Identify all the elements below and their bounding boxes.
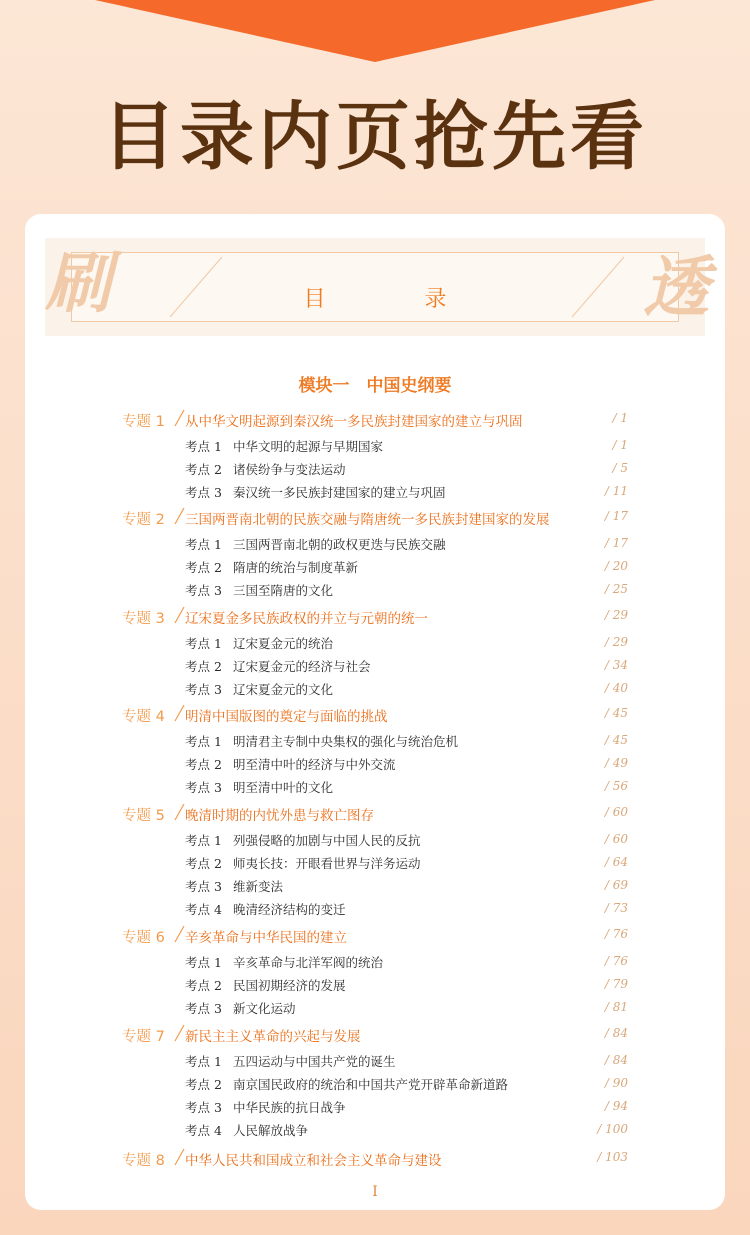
item-title: 秦汉统一多民族封建国家的建立与巩固: [233, 485, 446, 500]
item-title: 隋唐的统治与制度革新: [233, 560, 359, 575]
slash-separator-icon: [173, 507, 185, 525]
topic-page-number: / 1: [612, 411, 628, 425]
toc-card: [25, 214, 725, 1210]
topic-title: 三国两晋南北朝的民族交融与隋唐统一多民族封建国家的发展: [185, 512, 550, 528]
item-title: 三国两晋南北朝的政权更迭与民族交融: [233, 537, 446, 552]
item-number: 考点 2: [185, 659, 222, 674]
topic-page-number: / 29: [604, 608, 628, 622]
toc-item-row[interactable]: [25, 1075, 725, 1095]
toc-item-row[interactable]: [25, 831, 725, 851]
topic-number: 专题 3: [122, 611, 165, 627]
item-number: 考点 4: [185, 1123, 222, 1138]
item-page-number: / 49: [604, 756, 628, 770]
slash-separator-icon: [173, 925, 185, 943]
topic-page-number: / 76: [604, 927, 628, 941]
item-title: 中华民族的抗日战争: [233, 1100, 346, 1115]
item-number: 考点 1: [185, 734, 222, 749]
topic-number: 专题 1: [122, 414, 165, 430]
item-title: 维新变法: [233, 879, 284, 894]
item-number: 考点 3: [185, 1001, 222, 1016]
item-number: 考点 1: [185, 439, 222, 454]
toc-item-row[interactable]: [25, 1098, 725, 1118]
toc-item-row[interactable]: [25, 1121, 725, 1141]
item-title: 人民解放战争: [233, 1123, 309, 1138]
toc-item-row[interactable]: [25, 535, 725, 555]
topic-title: 明清中国版图的奠定与面临的挑战: [185, 709, 388, 725]
topic-page-number: / 103: [597, 1150, 628, 1164]
item-title: 师夷长技：开眼看世界与洋务运动: [233, 856, 421, 871]
item-page-number: / 69: [604, 878, 628, 892]
item-number: 考点 1: [185, 955, 222, 970]
item-title: 辽宋夏金元的经济与社会: [233, 659, 371, 674]
toc-topic-row[interactable]: [25, 705, 725, 725]
slash-separator-icon: [173, 803, 185, 821]
toc-item-row[interactable]: [25, 634, 725, 654]
slash-separator-icon: [173, 1024, 185, 1042]
toc-item-row[interactable]: [25, 483, 725, 503]
toc-header: [45, 238, 709, 336]
item-title: 明至清中叶的经济与中外交流: [233, 757, 396, 772]
toc-topic-row[interactable]: [25, 804, 725, 824]
item-page-number: / 1: [612, 438, 628, 452]
item-number: 考点 3: [185, 682, 222, 697]
toc-item-row[interactable]: [25, 437, 725, 457]
item-title: 民国初期经济的发展: [233, 978, 346, 993]
item-number: 考点 1: [185, 636, 222, 651]
toc-item-row[interactable]: [25, 581, 725, 601]
toc-item-row[interactable]: [25, 976, 725, 996]
topic-number: 专题 5: [122, 808, 165, 824]
item-page-number: / 84: [604, 1053, 628, 1067]
item-title: 诸侯纷争与变法运动: [233, 462, 346, 477]
item-page-number: / 81: [604, 1000, 628, 1014]
slash-separator-icon: [173, 704, 185, 722]
item-page-number: / 94: [604, 1099, 628, 1113]
item-number: 考点 3: [185, 780, 222, 795]
slash-separator-icon: [173, 1148, 185, 1166]
item-page-number: / 45: [604, 733, 628, 747]
item-number: 考点 3: [185, 879, 222, 894]
topic-title: 辽宋夏金多民族政权的并立与元朝的统一: [185, 611, 428, 627]
item-number: 考点 2: [185, 462, 222, 477]
module-heading: 模块一 中国史纲要: [298, 376, 452, 396]
item-title: 列强侵略的加剧与中国人民的反抗: [233, 833, 421, 848]
item-number: 考点 2: [185, 560, 222, 575]
toc-topic-row[interactable]: [25, 926, 725, 946]
item-number: 考点 1: [185, 833, 222, 848]
toc-item-row[interactable]: [25, 999, 725, 1019]
item-number: 考点 1: [185, 1054, 222, 1069]
footer-page-number: I: [372, 1184, 378, 1200]
topic-page-number: / 45: [604, 706, 628, 720]
slash-separator-icon: [173, 409, 185, 427]
brush-calligraphy-left: 刷: [45, 244, 111, 322]
toc-item-row[interactable]: [25, 1052, 725, 1072]
item-page-number: / 100: [597, 1122, 628, 1136]
topic-number: 专题 2: [122, 512, 165, 528]
item-title: 辛亥革命与北洋军阀的统治: [233, 955, 384, 970]
brush-calligraphy-right: 透: [643, 248, 709, 326]
item-number: 考点 1: [185, 537, 222, 552]
item-title: 五四运动与中国共产党的诞生: [233, 1054, 396, 1069]
item-title: 晚清经济结构的变迁: [233, 902, 346, 917]
item-page-number: / 56: [604, 779, 628, 793]
top-banner: [95, 0, 655, 62]
topic-title: 从中华文明起源到秦汉统一多民族封建国家的建立与巩固: [185, 414, 523, 430]
item-page-number: / 20: [604, 559, 628, 573]
item-title: 三国至隋唐的文化: [233, 583, 334, 598]
page-headline: 目录内页抢先看: [102, 94, 648, 180]
toc-item-row[interactable]: [25, 680, 725, 700]
toc-item-row[interactable]: [25, 755, 725, 775]
item-number: 考点 2: [185, 856, 222, 871]
toc-topic-row[interactable]: [25, 1025, 725, 1045]
toc-topic-row[interactable]: [25, 1149, 725, 1169]
toc-topic-row[interactable]: [25, 508, 725, 528]
item-title: 南京国民政府的统治和中国共产党开辟革命新道路: [233, 1077, 509, 1092]
item-page-number: / 5: [612, 461, 628, 475]
item-title: 明清君主专制中央集权的强化与统治危机: [233, 734, 459, 749]
item-page-number: / 25: [604, 582, 628, 596]
item-number: 考点 3: [185, 1100, 222, 1115]
slash-separator-icon: [173, 606, 185, 624]
topic-number: 专题 4: [122, 709, 165, 725]
item-page-number: / 73: [604, 901, 628, 915]
item-page-number: / 76: [604, 954, 628, 968]
toc-topic-row[interactable]: [25, 607, 725, 627]
topic-number: 专题 7: [122, 1029, 165, 1045]
item-title: 明至清中叶的文化: [233, 780, 334, 795]
item-number: 考点 4: [185, 902, 222, 917]
toc-item-row[interactable]: [25, 877, 725, 897]
toc-title: 目 录: [303, 287, 493, 312]
topic-number: 专题 8: [122, 1153, 165, 1169]
topic-page-number: / 17: [604, 509, 628, 523]
item-number: 考点 2: [185, 1077, 222, 1092]
topic-title: 中华人民共和国成立和社会主义革命与建设: [185, 1153, 442, 1169]
item-page-number: / 79: [604, 977, 628, 991]
toc-topic-row[interactable]: [25, 410, 725, 430]
item-page-number: / 17: [604, 536, 628, 550]
toc-item-row[interactable]: [25, 460, 725, 480]
item-title: 辽宋夏金元的统治: [233, 636, 334, 651]
item-page-number: / 60: [604, 832, 628, 846]
item-page-number: / 64: [604, 855, 628, 869]
toc-item-row[interactable]: [25, 732, 725, 752]
toc-item-row[interactable]: [25, 953, 725, 973]
item-page-number: / 90: [604, 1076, 628, 1090]
toc-item-row[interactable]: [25, 900, 725, 920]
topic-number: 专题 6: [122, 930, 165, 946]
item-number: 考点 3: [185, 583, 222, 598]
toc-item-row[interactable]: [25, 854, 725, 874]
item-title: 中华文明的起源与早期国家: [233, 439, 384, 454]
item-number: 考点 2: [185, 757, 222, 772]
toc-item-row[interactable]: [25, 657, 725, 677]
toc-item-row[interactable]: [25, 778, 725, 798]
item-page-number: / 40: [604, 681, 628, 695]
item-title: 新文化运动: [233, 1001, 296, 1016]
toc-item-row[interactable]: [25, 558, 725, 578]
item-page-number: / 11: [604, 484, 628, 498]
item-page-number: / 29: [604, 635, 628, 649]
item-page-number: / 34: [604, 658, 628, 672]
topic-title: 辛亥革命与中华民国的建立: [185, 930, 347, 946]
topic-page-number: / 60: [604, 805, 628, 819]
topic-title: 新民主主义革命的兴起与发展: [185, 1029, 361, 1045]
topic-page-number: / 84: [604, 1026, 628, 1040]
topic-title: 晚清时期的内忧外患与救亡图存: [185, 808, 374, 824]
item-number: 考点 3: [185, 485, 222, 500]
item-title: 辽宋夏金元的文化: [233, 682, 334, 697]
item-number: 考点 2: [185, 978, 222, 993]
